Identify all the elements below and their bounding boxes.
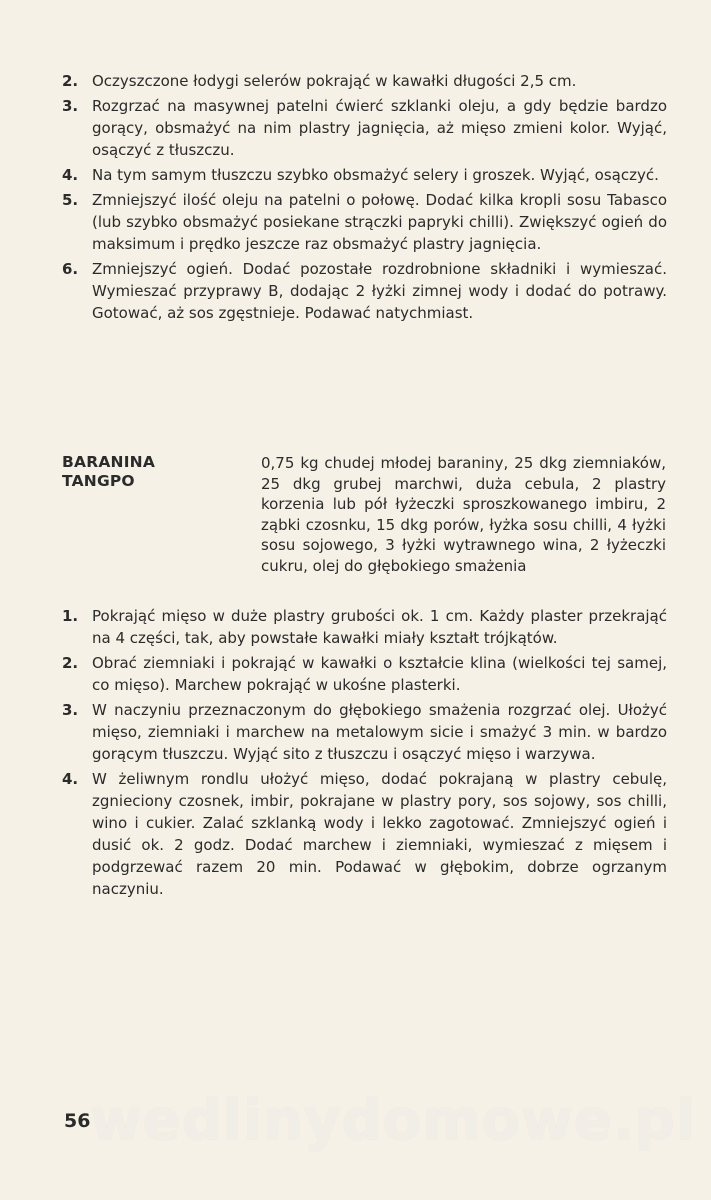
step-text: Pokrająć mięso w duże plastry grubości ok. 1 cm. Każdy plaster przekrająć na 4 części, tak, aby powstałe kawałki miały kształt trójkątów. [92, 607, 667, 647]
step-number: 6. [62, 260, 79, 278]
step-text: Rozgrzać na masywnej patelni ćwierć szklanki oleju, a gdy będzie bardzo gorący, obsmażyć na nim plastry jagnięcia, aż mięso zmieni kolor. Wyjąć, osączyć z tłuszczu. [92, 97, 667, 159]
intro-steps-list [62, 70, 667, 327]
list-item [62, 70, 667, 92]
step-number: 5. [62, 191, 79, 209]
recipe-title [62, 453, 212, 491]
watermark: wedlinydomowe.pl [90, 1088, 697, 1153]
page-number: 56 [64, 1110, 91, 1132]
list-item [62, 652, 667, 696]
recipe-title-line-2: TANGPO [62, 472, 135, 490]
step-number: 3. [62, 97, 79, 115]
step-text: W żeliwnym rondlu ułożyć mięso, dodać pokrajaną w plastry cebulę, zgnieciony czosnek, imbir, pokrajane w plastry pory, sos sojowy, sos chilli, wino i cukier. Zalać szklanką wody i lekko zagotować. Zmniejszyć ogień i dusić ok. 2 godz. Dodać marchew i ziemniaki, wymieszać z mięsem i podgrzewać razem 20 min. Podawać w głębokim, dobrze ogrzanym naczyniu. [92, 770, 667, 898]
step-number: 2. [62, 72, 79, 90]
recipe-title-line-1: BARANINA [62, 453, 156, 471]
step-number: 1. [62, 607, 79, 625]
list-item [62, 768, 667, 900]
list-item [62, 164, 667, 186]
step-text: Zmniejszyć ilość oleju na patelni o połowę. Dodać kilka kropli sosu Tabasco (lub szybko obsmażyć posiekane strączki papryki chilli). Zwiększyć ogień do maksimum i prędko jeszcze raz obsmażyć plastry jagnięcia. [92, 191, 667, 253]
step-number: 2. [62, 654, 79, 672]
step-text: Na tym samym tłuszczu szybko obsmażyć selery i groszek. Wyjąć, osączyć. [92, 166, 659, 184]
step-text: Zmniejszyć ogień. Dodać pozostałe rozdrobnione składniki i wymieszać. Wymieszać przyprawy B, dodając 2 łyżki zimnej wody i dodać do potrawy. Gotować, aż sos zgęstnieje. Podawać natychmiast. [92, 260, 667, 322]
step-number: 4. [62, 166, 79, 184]
step-text: Oczyszczone łodygi selerów pokrająć w kawałki długości 2,5 cm. [92, 72, 577, 90]
list-item [62, 258, 667, 324]
recipe-steps-list [62, 605, 667, 903]
list-item [62, 189, 667, 255]
step-number: 4. [62, 770, 79, 788]
ingredients-list: 0,75 kg chudej młodej baraniny, 25 dkg ziemniaków, 25 dkg grubej marchwi, duża cebula, 2 plastry korzenia lub pół łyżeczki sproszkowanego imbiru, 2 ząbki czosnku, 15 dkg porów, łyżka sosu chilli, 4 łyżki sosu sojowego, 3 łyżki wytrawnego wina, 2 łyżeczki cukru, olej do głębokiego smażenia [261, 454, 666, 575]
step-text: Obrać ziemniaki i pokrająć w kawałki o kształcie klina (wielkości tej samej, co mięso). Marchew pokrająć w ukośne plasterki. [92, 654, 667, 694]
list-item [62, 605, 667, 649]
list-item [62, 699, 667, 765]
step-number: 3. [62, 701, 79, 719]
list-item [62, 95, 667, 161]
step-text: W naczyniu przeznaczonym do głębokiego smażenia rozgrzać olej. Ułożyć mięso, ziemniaki i marchew na metalowym sicie i smażyć 3 min. w bardzo gorącym tłuszczu. Wyjąć sito z tłuszczu i osączyć mięso i warzywa. [92, 701, 667, 763]
